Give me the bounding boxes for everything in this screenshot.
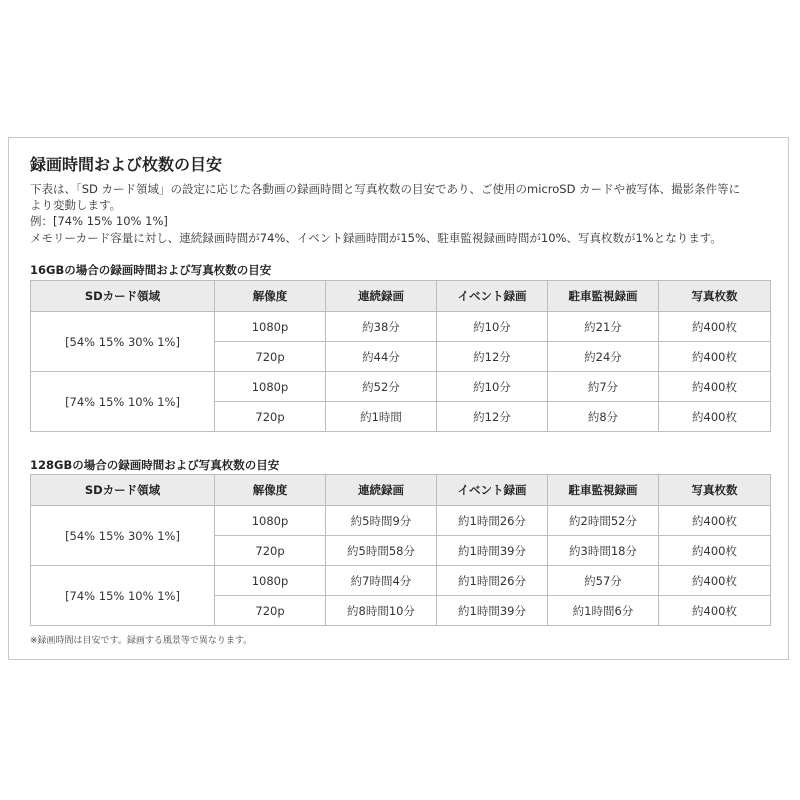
- header-photos: 写真枚数: [659, 281, 771, 312]
- table-row: [31, 566, 771, 596]
- parking-cell: 約7分: [548, 372, 659, 402]
- resolution-cell: 1080p: [215, 506, 326, 536]
- parking-cell: 約3時間18分: [548, 536, 659, 566]
- event-cell: 約1時間26分: [437, 566, 548, 596]
- photos-cell: 約400枚: [659, 536, 771, 566]
- parking-cell: 約57分: [548, 566, 659, 596]
- photos-cell: 約400枚: [659, 566, 771, 596]
- sd-area-cell: [74% 15% 10% 1%]: [31, 372, 215, 432]
- header-event: イベント録画: [437, 475, 548, 506]
- page-title: 録画時間および枚数の目安: [30, 155, 223, 174]
- parking-cell: 約21分: [548, 312, 659, 342]
- event-cell: 約1時間39分: [437, 596, 548, 626]
- table-128gb-title: 128GBの場合の録画時間および写真枚数の目安: [30, 458, 280, 472]
- header-sd-area: SDカード領域: [31, 475, 215, 506]
- description-example: 例：[74% 15% 10% 1%]: [30, 214, 168, 228]
- continuous-cell: 約38分: [326, 312, 437, 342]
- header-resolution: 解像度: [215, 475, 326, 506]
- resolution-cell: 720p: [215, 536, 326, 566]
- parking-cell: 約1時間6分: [548, 596, 659, 626]
- header-parking: 駐車監視録画: [548, 281, 659, 312]
- photos-cell: 約400枚: [659, 342, 771, 372]
- sd-area-cell: [54% 15% 30% 1%]: [31, 506, 215, 566]
- footnote: ※録画時間は目安です。録画する風景等で異なります。: [30, 636, 253, 646]
- parking-cell: 約24分: [548, 342, 659, 372]
- header-continuous: 連続録画: [326, 475, 437, 506]
- event-cell: 約1時間26分: [437, 506, 548, 536]
- sd-area-cell: [54% 15% 30% 1%]: [31, 312, 215, 372]
- resolution-cell: 720p: [215, 342, 326, 372]
- description-line-4: メモリーカード容量に対し、連続録画時間が74%、イベント録画時間が15%、駐車監視録画時間が10%、写真枚数が1%となります。: [30, 231, 722, 245]
- header-photos: 写真枚数: [659, 475, 771, 506]
- event-cell: 約12分: [437, 402, 548, 432]
- continuous-cell: 約44分: [326, 342, 437, 372]
- event-cell: 約10分: [437, 372, 548, 402]
- table-16gb-title: 16GBの場合の録画時間および写真枚数の目安: [30, 263, 272, 277]
- parking-cell: 約8分: [548, 402, 659, 432]
- photos-cell: 約400枚: [659, 372, 771, 402]
- photos-cell: 約400枚: [659, 312, 771, 342]
- table-16gb: [30, 280, 771, 432]
- header-parking: 駐車監視録画: [548, 475, 659, 506]
- resolution-cell: 720p: [215, 402, 326, 432]
- continuous-cell: 約8時間10分: [326, 596, 437, 626]
- continuous-cell: 約5時間58分: [326, 536, 437, 566]
- event-cell: 約10分: [437, 312, 548, 342]
- resolution-cell: 1080p: [215, 312, 326, 342]
- table-128gb: [30, 474, 771, 626]
- photos-cell: 約400枚: [659, 402, 771, 432]
- resolution-cell: 720p: [215, 596, 326, 626]
- table-row: [31, 312, 771, 342]
- continuous-cell: 約1時間: [326, 402, 437, 432]
- resolution-cell: 1080p: [215, 372, 326, 402]
- table-row: [31, 506, 771, 536]
- photos-cell: 約400枚: [659, 596, 771, 626]
- event-cell: 約1時間39分: [437, 536, 548, 566]
- header-event: イベント録画: [437, 281, 548, 312]
- description-line-1: 下表は、「SD カード領域」の設定に応じた各動画の録画時間と写真枚数の目安であり、ご使用のmicroSD カードや被写体、撮影条件等に: [30, 182, 741, 196]
- resolution-cell: 1080p: [215, 566, 326, 596]
- continuous-cell: 約5時間9分: [326, 506, 437, 536]
- table-header-row: [31, 281, 771, 312]
- description-line-2: より変動します。: [30, 198, 122, 212]
- continuous-cell: 約52分: [326, 372, 437, 402]
- sd-area-cell: [74% 15% 10% 1%]: [31, 566, 215, 626]
- parking-cell: 約2時間52分: [548, 506, 659, 536]
- header-sd-area: SDカード領域: [31, 281, 215, 312]
- continuous-cell: 約7時間4分: [326, 566, 437, 596]
- header-resolution: 解像度: [215, 281, 326, 312]
- event-cell: 約12分: [437, 342, 548, 372]
- table-header-row: [31, 475, 771, 506]
- table-row: [31, 372, 771, 402]
- photos-cell: 約400枚: [659, 506, 771, 536]
- header-continuous: 連続録画: [326, 281, 437, 312]
